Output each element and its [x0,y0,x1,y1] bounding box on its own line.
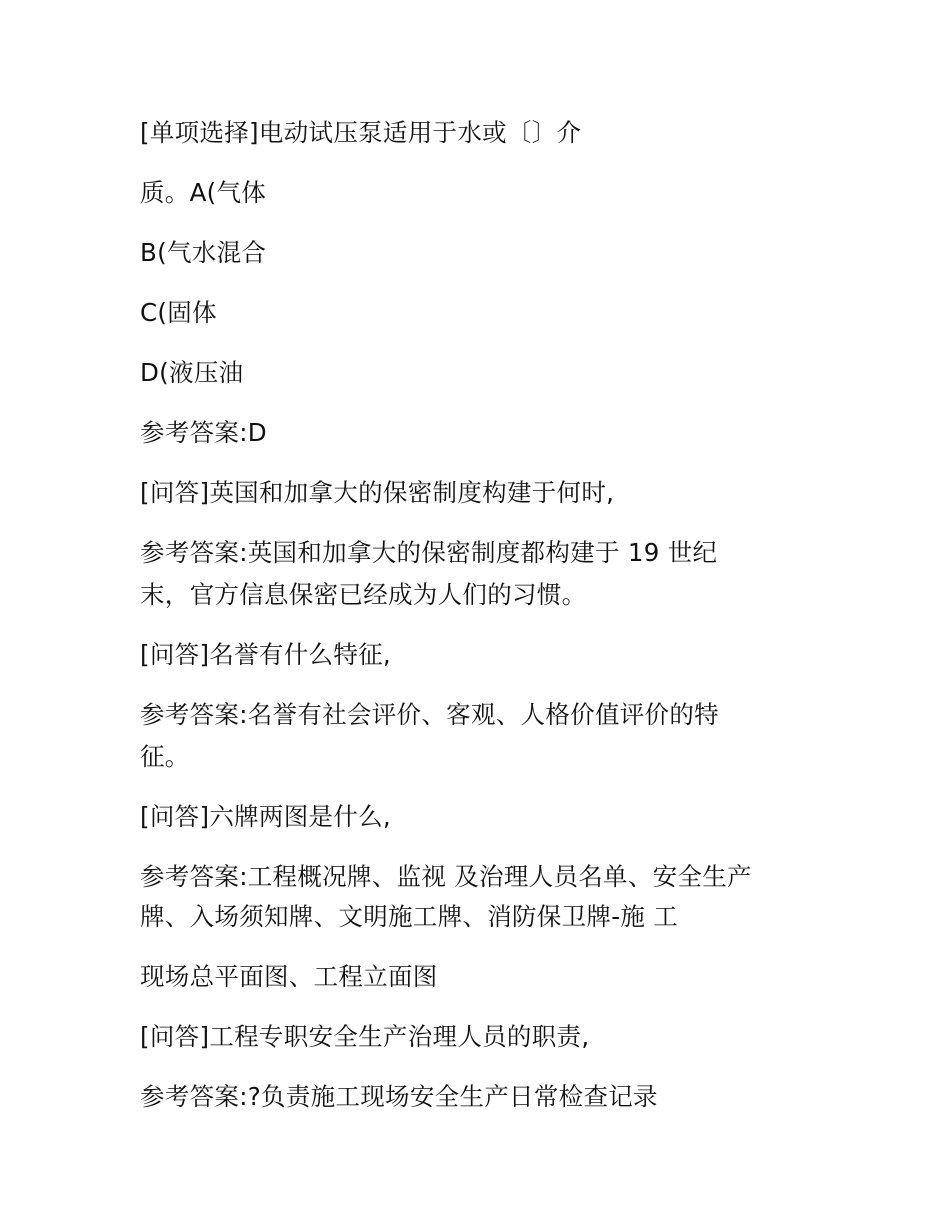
question-1-option-c: C(固体 [140,298,217,327]
question-3-stem: [问答]名誉有什么特征, [140,640,392,669]
question-1-stem-line-1: [单项选择]电动试压泵适用于水或〔〕介 [140,118,582,147]
question-1-stem-line-2: 质。A(气体 [140,178,267,207]
question-1-option-b: B(气水混合 [140,238,267,267]
question-1-option-d: D(液压油 [140,358,244,387]
question-2-answer-line-1: 参考答案:英国和加拿大的保密制度都构建于 19 世纪 [140,538,718,567]
question-2-stem: [问答]英国和加拿大的保密制度构建于何时, [140,478,615,507]
question-3-answer-line-1: 参考答案:名誉有社会评价、客观、人格价值评价的特 [140,700,719,729]
question-4-answer-line-1: 参考答案:工程概况牌、监视 及治理人员名单、安全生产 [140,862,752,891]
question-2-answer-line-2: 末，官方信息保密已经成为人们的习惯。 [140,580,587,609]
question-4-answer-line-3: 现场总平面图、工程立面图 [140,962,438,991]
question-5-stem: [问答]工程专职安全生产治理人员的职责, [140,1022,590,1051]
question-1-answer: 参考答案:D [140,418,267,447]
question-4-stem: [问答]六牌两图是什么, [140,802,392,831]
question-3-answer-line-2: 征。 [140,742,190,771]
question-5-answer-line-1: 参考答案:?负责施工现场安全生产日常检查记录 [140,1082,658,1111]
question-4-answer-line-2: 牌、入场须知牌、文明施工牌、消防保卫牌-施 工 [140,902,679,931]
